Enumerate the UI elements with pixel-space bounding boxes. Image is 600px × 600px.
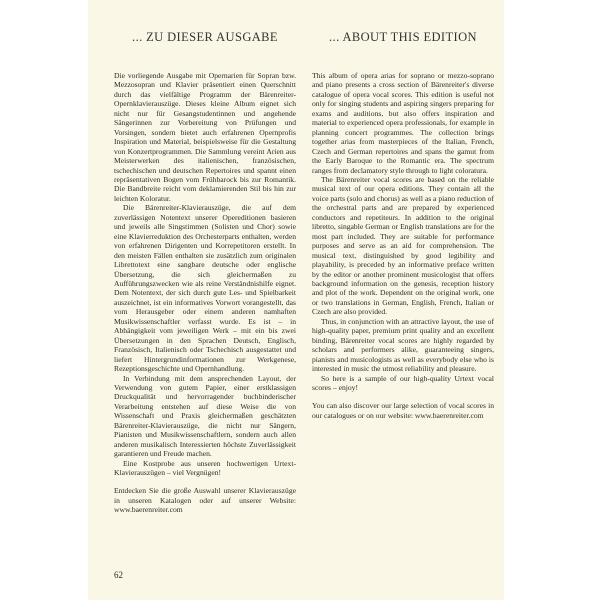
document-page	[88, 0, 504, 600]
german-heading: ... ZU DIESER AUSGABE	[132, 30, 278, 44]
german-paragraph-5: Entdecken Sie die große Auswahl unserer Klavierauszüge in unseren Katalogen oder auf unserer Website: www.baerenreiter.com	[114, 486, 296, 515]
german-paragraph-1: Die vorliegende Ausgabe mit Opernarien für Sopran bzw. Mezzosopran und Klavier präsentiert einen Querschnitt durch das vielfältige Programm der Bärenreiter-Opernklavierauszüge. Dieses kleine Album eignet sich nicht nur für Gesangstudentinnen und angehende Sängerinnen zur Vorbereitung von Prüfungen und Vorsingen, sondern bietet auch erfahrenen Opernprofis Inspiration und Material, beispielsweise für die Gestaltung von Konzertprogrammen. Die Sammlung vereint Arien aus Meisterwerken des italienischen, französischen, tschechischen und deutschen Repertoires und spannt einen repräsentativen Bogen vom Frühbarock bis zur Romantik. Die Bandbreite reicht vom deklamierenden Stil bis hin zur leichten Koloratur.	[114, 71, 296, 203]
english-paragraph-3: Thus, in conjunction with an attractive layout, the use of high-quality paper, premium print quality and an excellent binding, Bärenreiter vocal scores are highly regarded by scholars and performers alike, guaranteeing singers, pianists and musicologists as well as everybody else who is interested in music the utmost reliability and pleasure.	[312, 316, 494, 374]
german-paragraph-4: Eine Kostprobe aus unseren hochwertigen Urtext-Klavierauszügen – viel Vergnügen!	[114, 458, 296, 478]
english-paragraph-5: You can also discover our large selection of vocal scores in our catalogues or on our website: www.baerenreiter.com	[312, 401, 494, 420]
english-paragraph-4: So here is a sample of our high-quality Urtext vocal scores – enjoy!	[312, 373, 494, 392]
german-paragraph-2: Die Bärenreiter-Klavierauszüge, die auf dem zuverlässigen Notentext unserer Opereditionen basieren und jeweils alle Singstimmen (Solisten und Chor) sowie eine Klavierreduktion des Orchesterparts enthalten, werden von erfahrenen Dirigenten und Korrepetitoren erstellt. In den meisten Fällen enthalten sie zusätzlich zum originalen Librettotext eine sangbare deutsche oder englische Übersetzung, die sich gleichermaßen zu Aufführungszwecken wie als reine Verständnishilfe eignet. Dem Notentext, der sich durch gute Les- und Spielbarkeit auszeichnet, ist ein informatives Vorwort vorangestellt, das vom Herausgeber oder einem anderen namhaften Musikwissenschaftler verfasst wurde. Es ist – in Abhängigkeit vom jeweiligen Werk – mit ein bis zwei Übersetzungen in den Sprachen Deutsch, Englisch, Französisch, Italienisch oder Tschechisch ausgestattet und liefert Hintergrundinformationen zur Werkgenese, Rezeptionsgeschichte und Opernhandlung.	[114, 203, 296, 374]
german-column	[114, 30, 296, 515]
page-number: 62	[114, 570, 123, 580]
german-paragraph-3: In Verbindung mit dem ansprechenden Layout, der Verwendung von gutem Papier, einer erstklassigen Druckqualität und hervorragender buchbinderischer Verarbeitung entstehen auf diese Weise die von Wissenschaft und Praxis gleichermaßen geschätzten Bärenreiter-Klavierauszüge, die nicht nur Sängern, Pianisten und Musikwissenschaftlern, sondern auch allen anderen musikalisch Interessierten höchste Zuverlässigkeit garantieren und Freude machen.	[114, 373, 296, 459]
english-paragraph-1: This album of opera arias for soprano or mezzo-soprano and piano presents a cross section of Bärenreiter's diverse catalogue of opera vocal scores. This edition is useful not only for singing students and aspiring singers preparing for exams and auditions, but also offers inspiration and material to experienced opera professionals, for example in planning concert programmes. The collection brings together arias from masterpieces of the Italian, French, Czech and German repertoires and spans the gamut from the Early Baroque to the Romantic era. The spectrum ranges from declamatory style through to light coloratura.	[312, 71, 494, 175]
english-paragraph-2: The Bärenreiter vocal scores are based on the reliable musical text of our opera editions. They contain all the voice parts (solo and chorus) as well as a piano reduction of the orchestral parts and are prepared by experienced conductors and repetiteurs. In addition to the original libretto, singable German or English translations are for the most part included. They are suitable for performance purposes and serve as an aid for comprehension. The musical text, distinguished by good legibility and playability, is preceded by an informative preface written by the editor or another prominent musicologist that offers background information on the genesis, reception history and plot of the work. Dependent on the original work, one or two translations in German, English, French, Italian or Czech are also provided.	[312, 174, 494, 317]
english-heading: ... ABOUT THIS EDITION	[329, 30, 477, 44]
english-column	[312, 30, 494, 420]
